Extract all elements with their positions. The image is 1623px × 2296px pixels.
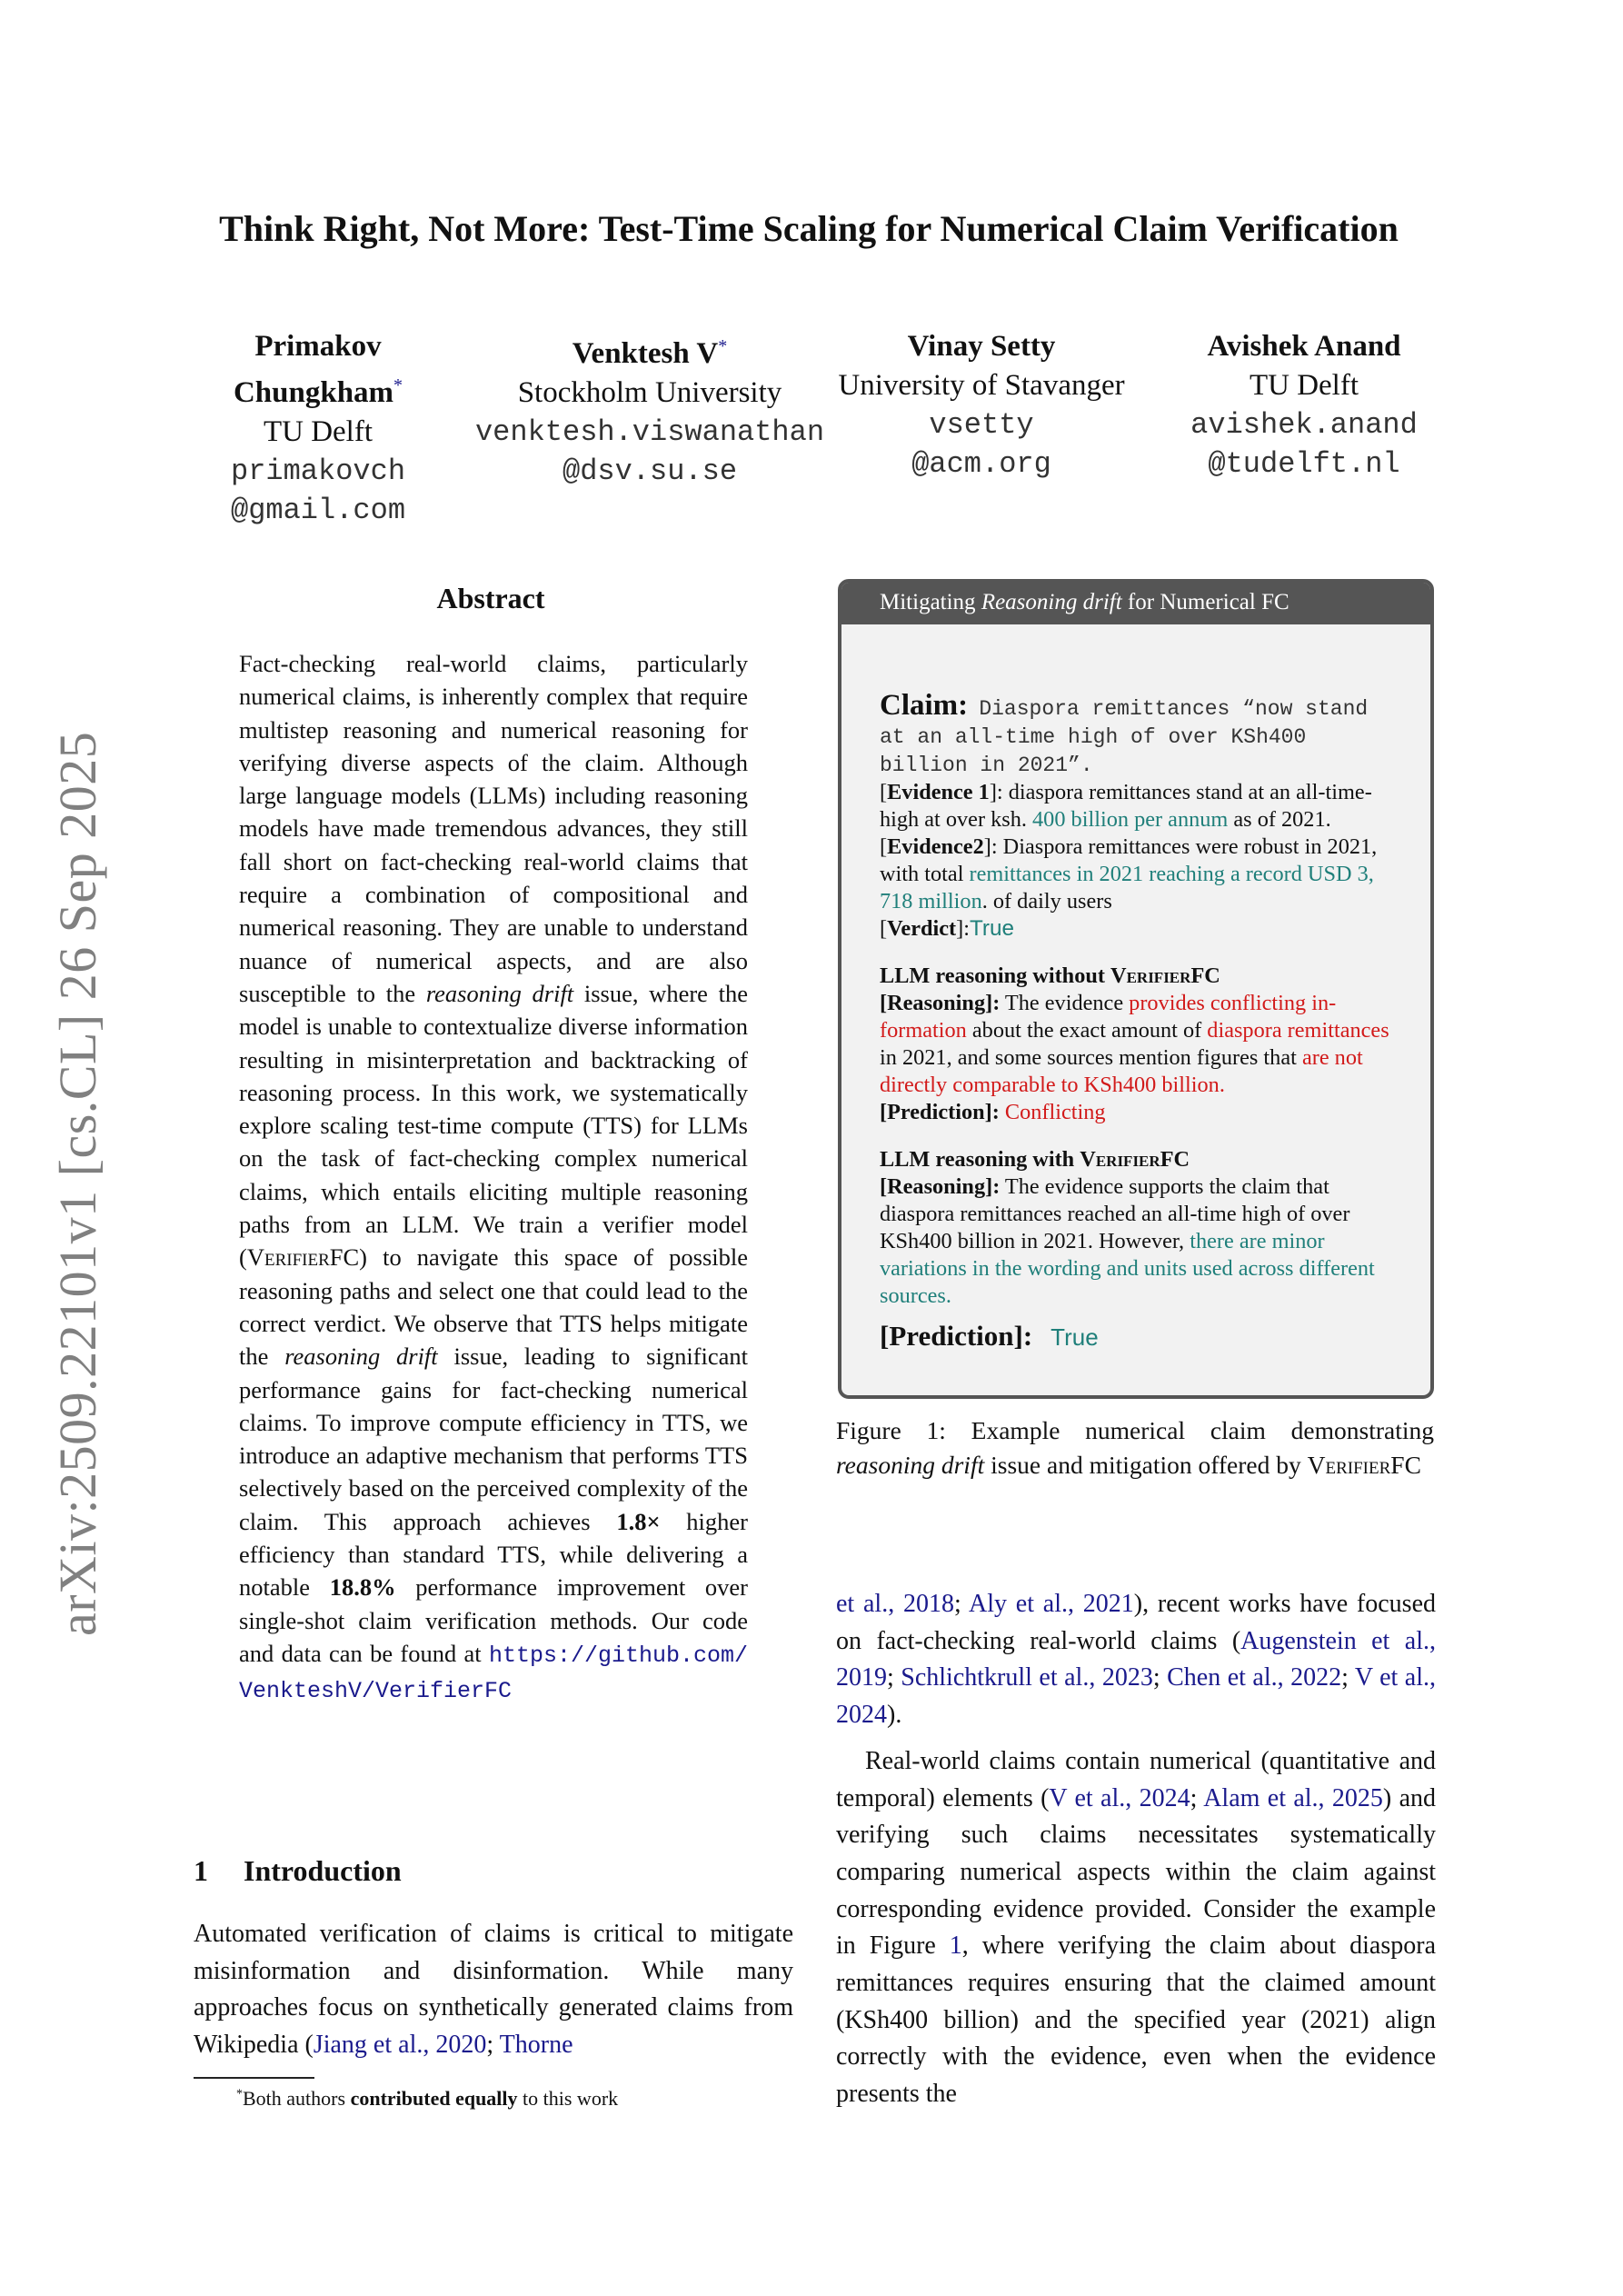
- without-verifier-title: LLM reasoning without VerifierFC: [880, 963, 1220, 988]
- author-email[interactable]: venktesh.viswanathan @dsv.su.se: [474, 415, 825, 488]
- arxiv-identifier-stamp: arXiv:2509.22101v1 [cs.CL] 26 Sep 2025: [48, 731, 107, 1636]
- figure-reference-link[interactable]: 1: [949, 1932, 962, 1961]
- figure-1-caption: Figure 1: Example numerical claim demonstrating reasoning drift issue and mitigation offered by VerifierFC: [836, 1416, 1434, 1479]
- author-email[interactable]: primakovch @gmail.com: [230, 454, 406, 527]
- citation-link[interactable]: Thorne: [499, 2030, 573, 2059]
- code-repository-link[interactable]: https://github.com/VenkteshV/VerifierFC: [239, 1642, 748, 1705]
- without-verifier-prediction: [Prediction]: Conflicting: [880, 1100, 1106, 1124]
- without-verifier-reasoning: [Reasoning]: The evidence provides conflicting information about the exact amount of diaspora remittances in 2021, and some sources mention figures that are not directly comparable to KSh400 billion.: [880, 991, 1389, 1097]
- evidence-1: [Evidence 1]: diaspora remittances stand at an all-time-high at over ksh. 400 billion per annum as of 2021.: [880, 780, 1372, 832]
- with-verifier-title: LLM reasoning with VerifierFC: [880, 1147, 1190, 1172]
- with-verifier-prediction: [Prediction]: True: [880, 1320, 1099, 1352]
- author-block-3: [813, 327, 1150, 484]
- section-heading-introduction: 1 Introduction: [194, 1854, 402, 1887]
- abstract-heading: Abstract: [436, 582, 545, 614]
- citation-link[interactable]: V et al., 2024: [836, 1663, 1437, 1730]
- figure-header: Mitigating Reasoning drift for Numerical FC: [841, 583, 1430, 624]
- introduction-paragraph: Automated verification of claims is critical to mitigate misinformation and disinformation. While many approaches focus on synthetically generated claims from Wikipedia (Jiang et al., 2020; Thorne: [194, 1920, 793, 2059]
- figure-1-box: [838, 579, 1434, 1399]
- author-name: Avishek Anand: [1207, 330, 1401, 363]
- author-name: Vinay Setty: [907, 330, 1056, 363]
- citation-link[interactable]: V et al., 2024: [1049, 1783, 1190, 1812]
- paper-title: Think Right, Not More: Test-Time Scaling for Numerical Claim Verification: [219, 208, 1399, 249]
- verdict: [Verdict]:True: [880, 916, 1015, 941]
- author-affiliation: University of Stavanger: [838, 369, 1125, 402]
- author-email[interactable]: vsetty @acm.org: [911, 408, 1051, 481]
- footnote: *Both authors contributed equally to this work: [236, 2087, 619, 2110]
- author-name: Primakov Chungkham*: [233, 330, 403, 409]
- figure-content: [841, 689, 1430, 1352]
- paragraph: Real-world claims contain numerical (quantitative and temporal) elements (V et al., 2024; Alam et al., 2025) and verifying such claims necessitates systematically comparing numerical aspects within the claim against corresponding evidence provided. Consider the example in Figure 1, where verifying the claim about diaspora remittances requires ensuring that the claimed amount (KSh400 billion) and the specified year (2021) align correctly with the evidence, even when the evidence presents the: [836, 1746, 1437, 2109]
- citation-link[interactable]: Augenstein et al., 2019: [836, 1626, 1436, 1692]
- claim: Claim: Diaspora remittances “now stand at an all-time high of over KSh400 billion in 2021”.: [880, 689, 1369, 777]
- author-block-2: [450, 327, 850, 491]
- introduction-continued: [836, 1586, 1436, 2113]
- citation-link[interactable]: Aly et al., 2021: [969, 1590, 1134, 1618]
- citation-link[interactable]: Schlichtkrull et al., 2023: [901, 1663, 1153, 1692]
- with-verifier-reasoning: [Reasoning]: The evidence supports the claim that diaspora remittances reached an all-time high of over KSh400 billion in 2021. However, there are minor variations in the wording and units used across different sources.: [880, 1174, 1375, 1308]
- citation-link[interactable]: et al., 2018: [836, 1590, 954, 1618]
- author-name: Venktesh V*: [572, 336, 728, 370]
- author-block-1: [218, 327, 418, 530]
- author-affiliation: TU Delft: [1249, 369, 1359, 402]
- abstract-body: Fact-checking real-world claims, particularly numerical claims, is inherently complex that require multistep reasoning and numerical reasoning for verifying diverse aspects of the claim. Although large language models (LLMs) including reasoning models have made tremendous advances, they still fall short on fact-checking real-world claims that require a combination of compositional and numerical reasoning. They are unable to understand nuance of numerical aspects, and are also susceptible to the reasoning drift issue, where the model is unable to contextualize diverse information resulting in misinterpretation and backtracking of reasoning process. In this work, we systematically explore scaling test-time compute (TTS) for LLMs on the task of fact-checking complex numerical claims, which entails eliciting multiple reasoning paths from an LLM. We train a verifier model (VerifierFC) to navigate this space of possible reasoning paths and select one that could lead to the correct verdict. We observe that TTS helps mitigate the reasoning drift issue, leading to significant performance gains for fact-checking numerical claims. To improve compute efficiency in TTS, we introduce an adaptive mechanism that performs TTS selectively based on the perceived complexity of the claim. This approach achieves 1.8× higher efficiency than standard TTS, while delivering a notable 18.8% performance improvement over single-shot claim verification methods. Our code and data can be found at https://github.com/VenkteshV/VerifierFC: [239, 650, 748, 1705]
- author-email[interactable]: avishek.anand @tudelft.nl: [1190, 408, 1418, 481]
- author-affiliation: TU Delft: [263, 415, 373, 448]
- citation-link[interactable]: Alam et al., 2025: [1203, 1783, 1383, 1812]
- paragraph: et al., 2018; Aly et al., 2021), recent works have focused on fact-checking real-world claims (Augenstein et al., 2019; Schlichtkrull et al., 2023; Chen et al., 2022; V et al., 2024).: [836, 1590, 1437, 1730]
- author-block-4: [1168, 327, 1440, 484]
- citation-link[interactable]: Jiang et al., 2020: [313, 2030, 487, 2059]
- author-affiliation: Stockholm University: [517, 376, 782, 409]
- footnote-divider: [194, 2077, 314, 2079]
- citation-link[interactable]: Chen et al., 2022: [1167, 1663, 1342, 1692]
- evidence-2: [Evidence2]: Diaspora remittances were robust in 2021, with total remittances in 2021 reaching a record USD 3, 718 million. of daily users: [880, 834, 1378, 913]
